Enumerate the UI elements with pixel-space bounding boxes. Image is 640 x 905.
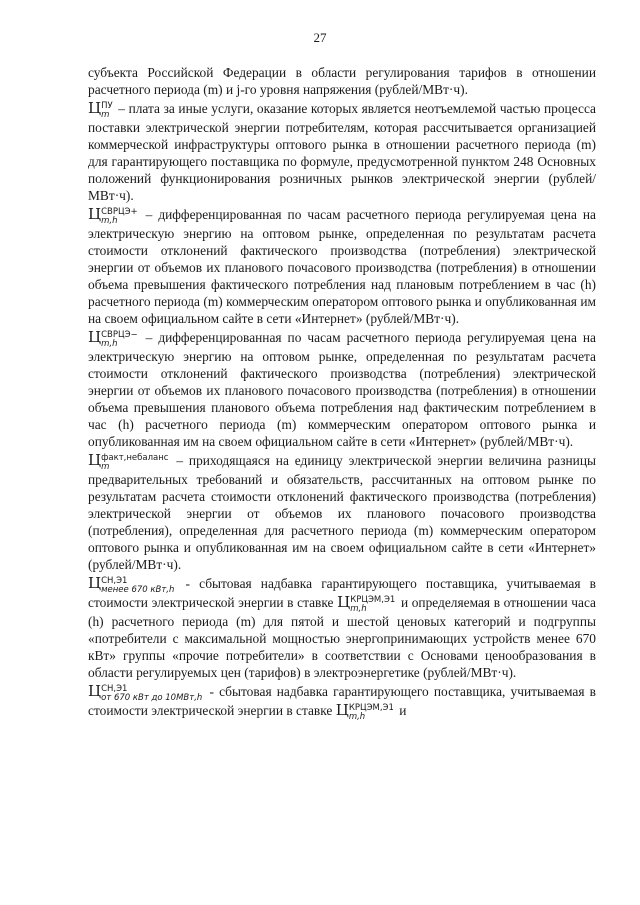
symbol-superscript: СВРЦЭ− (101, 330, 138, 340)
paragraph-text-before: - сбытовая надбавка гарантирующего поставщика, учитываемая в стоимости электрической энергии в ставке (88, 684, 596, 718)
symbol-indices (101, 577, 174, 594)
paragraph-text-after: и (399, 703, 407, 718)
price-symbol: Ц (88, 574, 102, 592)
paragraph-6 (88, 575, 596, 681)
symbol-superscript: СН,Э1 (101, 684, 128, 694)
symbol-superscript: СВРЦЭ+ (101, 207, 138, 217)
paragraph-text: субъекта Российской Федерации в области регулирования тарифов в отношении расчетного периода (m) и j-го уровня напряжения (рублей/МВт·ч). (88, 65, 596, 97)
paragraph-text: – дифференцированная по часам расчетного периода регулируемая цена на электрическую энергию на оптовом рынке, определенная по результатам расчета стоимости отклонений фактического производства (потребления) электрической энергии от объемов их планового почасового производства (потребления) в отношении объема превышения планового объема потребления над фактическим потреблением в час (h) расчетного периода (m) коммерческим оператором оптового рынка и опубликованная им на своем официальном сайте в сети «Интернет» (рублей/МВт·ч). (88, 330, 596, 449)
paragraph-7 (88, 683, 596, 721)
symbol-indices (101, 208, 138, 225)
paragraph-text: – приходящаяся на единицу электрической энергии величина разницы предварительных требований и обязательств, рассчитанных на оптовом рынке по результатам расчета стоимости отклонений фактического производства (потребления) электрической энергии от объемов их планового почасового производства (потребления), определенная для расчетного периода (m) коммерческим оператором оптового рынка и опубликованная им на своем официальном сайте в сети «Интернет» (рублей/МВт·ч). (88, 453, 596, 572)
paragraph-text: – дифференцированная по часам расчетного периода регулируемая цена на электрическую энергию на оптовом рынке, определенная по результатам расчета стоимости отклонений фактического производства (потребления) электрической энергии от объемов их планового почасового производства (потребления) в отношении объема превышения фактического потребления над плановым потреблением в час (h) расчетного периода (m) коммерческим оператором оптового рынка и опубликованная им на своем официальном сайте в сети «Интернет» (рублей/МВт·ч). (88, 207, 596, 326)
symbol-subscript: m,h (101, 339, 118, 349)
paragraph-4 (88, 329, 596, 450)
symbol-subscript: менее 670 кВт,h (101, 585, 175, 595)
symbol-superscript: ПУ (101, 101, 113, 111)
symbol-subscript: m (101, 110, 110, 120)
paragraph-2 (88, 100, 596, 204)
paragraph-3 (88, 206, 596, 327)
page-number: 27 (313, 30, 327, 45)
price-symbol: Ц (88, 99, 102, 117)
symbol-indices (101, 102, 113, 119)
paragraph-text-before: - сбытовая надбавка гарантирующего поставщика, учитываемая в стоимости электрической энергии в ставке (88, 576, 596, 610)
paragraph-1 (88, 64, 596, 98)
symbol-superscript: СН,Э1 (101, 576, 128, 586)
page-content (88, 64, 596, 723)
price-symbol: Ц (88, 328, 102, 346)
paragraph-text: – плата за иные услуги, оказание которых является неотъемлемой частью процесса поставки электрической энергии потребителям, которая рассчитывается организацией коммерческой инфраструктуры оптового рынка в отношении расчетного периода (m) для гарантирующего поставщика по формуле, предусмотренной пунктом 248 Основных положений функционирования розничных рынков электрической энергии (рублей/МВт·ч). (88, 101, 596, 203)
symbol-subscript: m,h (101, 216, 118, 226)
symbol-indices (101, 685, 202, 702)
price-symbol: Ц (88, 451, 102, 469)
symbol-indices (101, 454, 168, 471)
paragraph-5 (88, 452, 596, 573)
inner-price-symbol: Ц (335, 701, 349, 719)
inner-symbol-superscript: КРЦЭМ,Э1 (350, 595, 396, 605)
inner-symbol-subscript: m,h (348, 712, 366, 722)
symbol-indices (101, 331, 138, 348)
inner-symbol-subscript: m,h (350, 604, 367, 614)
inner-symbol-indices (350, 596, 395, 613)
inner-symbol-superscript: КРЦЭМ,Э1 (348, 703, 394, 713)
price-symbol: Ц (88, 682, 102, 700)
price-symbol: Ц (88, 205, 102, 223)
symbol-superscript: факт,небаланс (101, 453, 169, 463)
paragraph-text-after: и определяемая в отношении часа (h) расчетного периода (m) для пятой и шестой ценовых категорий и подгруппы «потребители с максимальной мощностью энергопринимающих устройств менее 670 кВт» группы «прочие потребители» в соответствии с Основами ценообразования в области регулируемых цен (тарифов) в электроэнергетике (рублей/МВт·ч). (88, 595, 596, 680)
inner-price-symbol: Ц (337, 593, 351, 611)
inner-symbol-indices (349, 704, 394, 721)
symbol-subscript: m (101, 462, 110, 472)
symbol-subscript: от 670 кВт до 10МВт,h (101, 693, 203, 703)
